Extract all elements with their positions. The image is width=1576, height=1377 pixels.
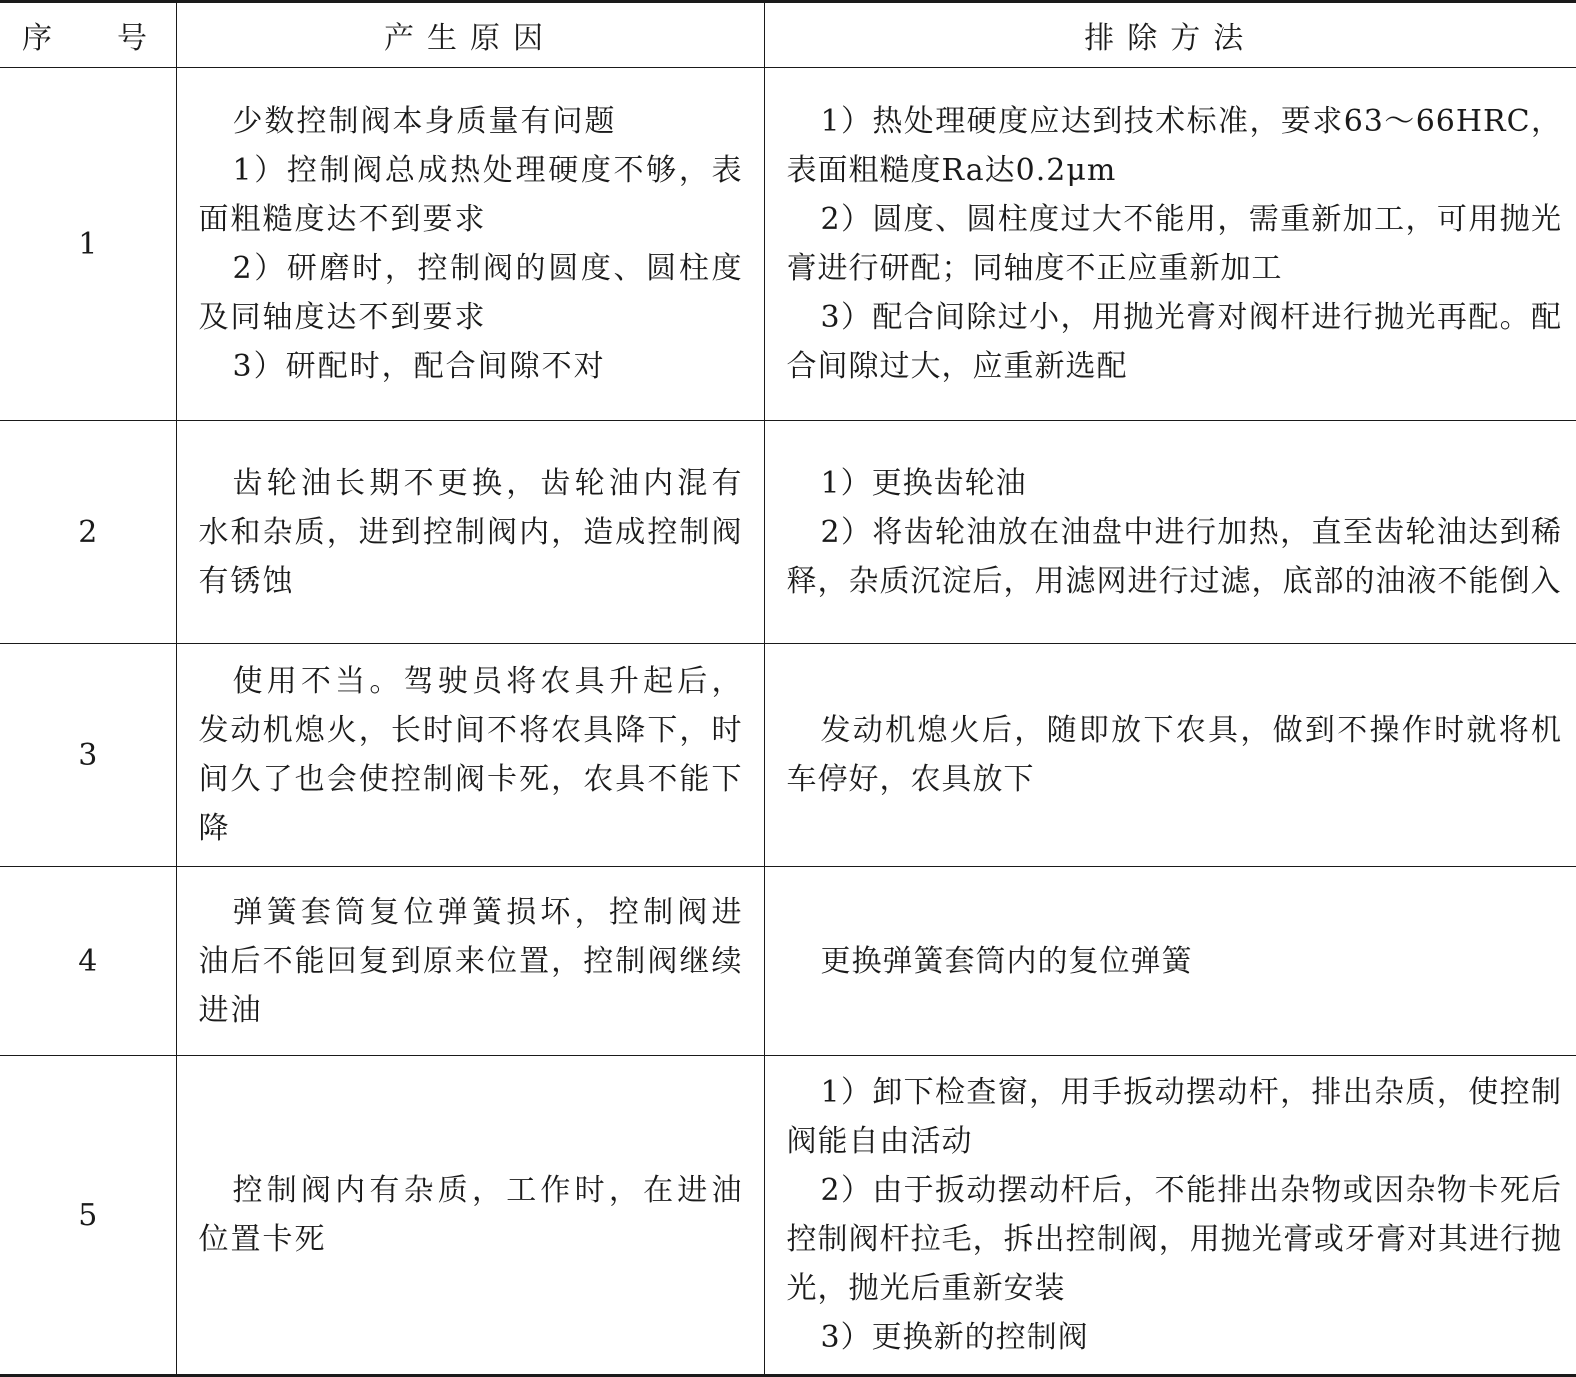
header-row [0, 2, 1576, 68]
header-fix: 排除方法 [764, 2, 1576, 68]
table-row [0, 867, 1576, 1056]
table-row [0, 421, 1576, 644]
cause-text: 使用不当。驾驶员将农具升起后，发动机熄火，长时间不将农具降下，时间久了也会使控制阀卡死，农具不能下降 [198, 664, 744, 846]
row-number: 3 [0, 644, 176, 867]
row-number: 4 [0, 867, 176, 1056]
table-header [0, 2, 1576, 68]
fix-text: 3）配合间除过小，用抛光膏对阀杆进行抛光再配。配合间隙过大，应重新选配 [786, 300, 1562, 384]
table-row [0, 68, 1576, 421]
table-row [0, 1056, 1576, 1376]
row-number: 1 [0, 68, 176, 421]
cause-text: 少数控制阀本身质量有问题 [232, 104, 617, 139]
cause-cell [176, 1056, 764, 1376]
header-seq-number [0, 2, 176, 68]
cause-cell [176, 421, 764, 644]
fix-text: 更换弹簧套筒内的复位弹簧 [820, 943, 1193, 979]
header-cause: 产生原因 [176, 2, 764, 68]
header-seq-char: 序 [22, 21, 65, 56]
cause-text: 3）研配时，配合间隙不对 [232, 349, 606, 384]
fix-text: 1）卸下检查窗，用手扳动摆动杆，排出杂质，使控制阀能自由活动 [786, 1075, 1562, 1159]
cause-text: 1）控制阀总成热处理硬度不够，表面粗糙度达不到要求 [198, 153, 744, 237]
fix-text: 3）更换新的控制阀 [820, 1320, 1089, 1355]
cause-text: 2）研磨时，控制阀的圆度、圆柱度及同轴度达不到要求 [198, 251, 744, 335]
fix-cell [764, 867, 1576, 1056]
fix-text: 1）更换齿轮油 [820, 465, 1027, 501]
fix-cell [764, 644, 1576, 867]
fix-cell [764, 421, 1576, 644]
cause-cell [176, 68, 764, 421]
fix-cell [764, 1056, 1576, 1376]
fix-text: 发动机熄火后，随即放下农具，做到不操作时就将机车停好，农具放下 [786, 713, 1562, 797]
cause-text: 齿轮油长期不更换，齿轮油内混有水和杂质，进到控制阀内，造成控制阀有锈蚀 [198, 465, 744, 599]
cause-cell [176, 644, 764, 867]
fix-text: 1）热处理硬度应达到技术标准，要求63～66HRC，表面粗糙度Ra达0.2μm [786, 104, 1562, 188]
cause-cell [176, 867, 764, 1056]
fix-cell [764, 68, 1576, 421]
cause-text: 控制阀内有杂质，工作时，在进油位置卡死 [198, 1173, 744, 1257]
header-num-char: 号 [117, 21, 160, 56]
fix-text: 2）由于扳动摆动杆后，不能排出杂物或因杂物卡死后控制阀杆拉毛，拆出控制阀，用抛光膏或牙膏对其进行抛光，抛光后重新安装 [786, 1173, 1562, 1306]
row-number: 2 [0, 421, 176, 644]
table-row [0, 644, 1576, 867]
fix-text: 2）圆度、圆柱度过大不能用，需重新加工，可用抛光膏进行研配；同轴度不正应重新加工 [786, 202, 1562, 286]
cause-text: 弹簧套筒复位弹簧损坏，控制阀进油后不能回复到原来位置，控制阀继续进油 [198, 894, 744, 1028]
row-number: 5 [0, 1056, 176, 1376]
fix-text: 2）将齿轮油放在油盘中进行加热，直至齿轮油达到稀释，杂质沉淀后，用滤网进行过滤，底部的油液不能倒入 [786, 514, 1562, 599]
